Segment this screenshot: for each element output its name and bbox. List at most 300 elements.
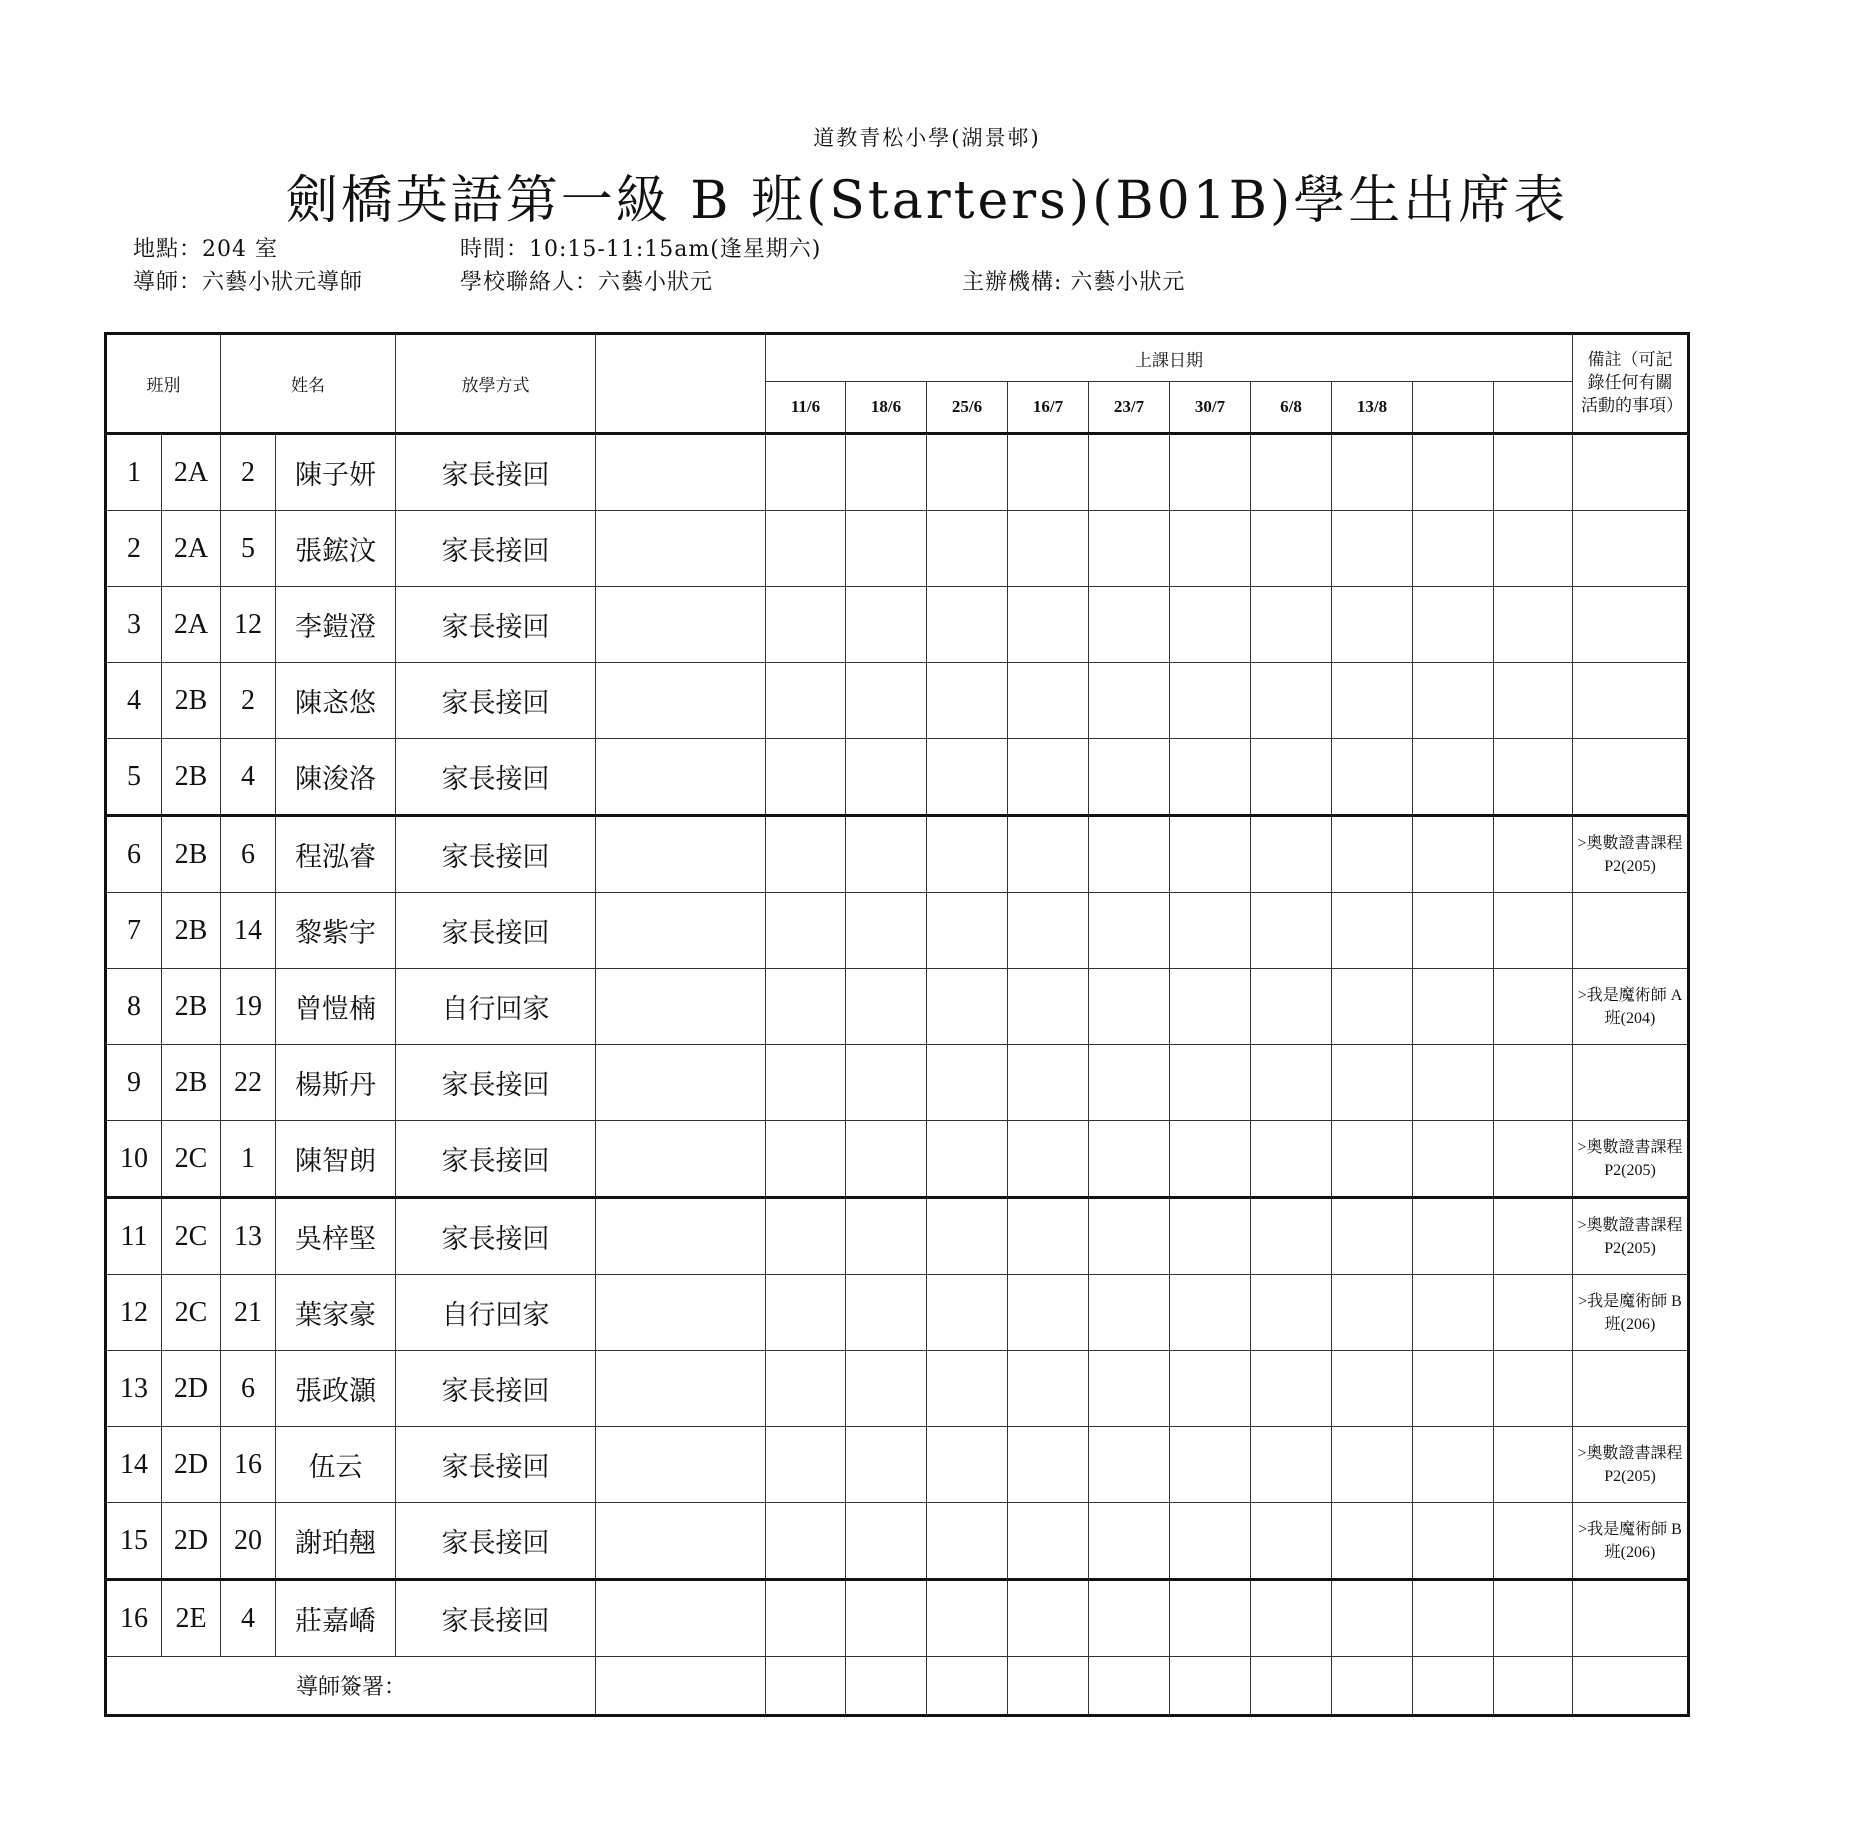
- class-number-cell: 6: [221, 816, 276, 893]
- attendance-cell[interactable]: [846, 1198, 927, 1275]
- attendance-cell[interactable]: [1413, 1580, 1494, 1657]
- attendance-cell[interactable]: [1008, 969, 1089, 1045]
- signature-cell[interactable]: [1494, 1657, 1573, 1716]
- location-text: 地點：204 室: [133, 237, 278, 262]
- school-name: 道教青松小學(湖景邨): [813, 126, 1041, 150]
- attendance-cell[interactable]: [1494, 1580, 1573, 1657]
- attendance-cell[interactable]: [1413, 969, 1494, 1045]
- tutor-text: 導師：六藝小狀元導師: [133, 270, 364, 295]
- class-number-cell: 21: [221, 1275, 276, 1351]
- attendance-cell[interactable]: [1494, 1121, 1573, 1198]
- attendance-cell[interactable]: [1413, 893, 1494, 969]
- class-number-cell: 4: [221, 739, 276, 816]
- attendance-cell[interactable]: [1008, 1580, 1089, 1657]
- attendance-cell[interactable]: [1008, 587, 1089, 663]
- student-name: 張鋐汶: [276, 511, 396, 587]
- attendance-cell[interactable]: [846, 511, 927, 587]
- signature-label: 導師簽署：: [106, 1657, 596, 1716]
- attendance-cell[interactable]: [1251, 969, 1332, 1045]
- attendance-cell[interactable]: [1008, 1503, 1089, 1580]
- student-row: [106, 587, 1689, 663]
- dismissal-method: 自行回家: [396, 1275, 596, 1351]
- student-name: 葉家豪: [276, 1275, 396, 1351]
- date-cell: 23/7: [1089, 382, 1170, 434]
- dismissal-method: 家長接回: [396, 1351, 596, 1427]
- attendance-cell[interactable]: [1413, 587, 1494, 663]
- blank-cell: [596, 816, 766, 893]
- class-cell: 2A: [162, 587, 221, 663]
- attendance-cell[interactable]: [1251, 1427, 1332, 1503]
- student-row: [106, 511, 1689, 587]
- attendance-cell[interactable]: [1008, 1427, 1089, 1503]
- attendance-cell[interactable]: [1089, 511, 1170, 587]
- attendance-cell[interactable]: [927, 434, 1008, 511]
- class-number-cell: 5: [221, 511, 276, 587]
- attendance-cell[interactable]: [766, 1503, 846, 1580]
- attendance-cell[interactable]: [1494, 1351, 1573, 1427]
- signature-cell[interactable]: [1413, 1657, 1494, 1716]
- attendance-cell[interactable]: [846, 1275, 927, 1351]
- attendance-cell[interactable]: [1332, 511, 1413, 587]
- attendance-cell[interactable]: [1494, 587, 1573, 663]
- attendance-cell[interactable]: [846, 1351, 927, 1427]
- attendance-cell[interactable]: [1413, 1198, 1494, 1275]
- date-cell: 30/7: [1170, 382, 1251, 434]
- attendance-cell[interactable]: [1251, 1045, 1332, 1121]
- attendance-cell[interactable]: [1170, 1351, 1251, 1427]
- signature-remark-cell: [1573, 1657, 1689, 1716]
- attendance-cell[interactable]: [1008, 1351, 1089, 1427]
- attendance-cell[interactable]: [1332, 739, 1413, 816]
- attendance-cell[interactable]: [766, 1275, 846, 1351]
- blank-cell: [596, 511, 766, 587]
- attendance-cell[interactable]: [1413, 663, 1494, 739]
- remark-cell: [1573, 434, 1689, 511]
- blank-cell: [596, 1198, 766, 1275]
- attendance-cell[interactable]: [1494, 434, 1573, 511]
- class-cell: 2B: [162, 739, 221, 816]
- attendance-cell[interactable]: [766, 1121, 846, 1198]
- attendance-cell[interactable]: [1332, 1198, 1413, 1275]
- class-cell: 2C: [162, 1121, 221, 1198]
- class-header: 班別: [106, 334, 221, 434]
- class-cell: 2D: [162, 1503, 221, 1580]
- remark-cell: [1573, 1580, 1689, 1657]
- class-cell: 2B: [162, 893, 221, 969]
- attendance-cell[interactable]: [1494, 1427, 1573, 1503]
- attendance-cell[interactable]: [1413, 1503, 1494, 1580]
- attendance-cell[interactable]: [1494, 663, 1573, 739]
- attendance-cell[interactable]: [1089, 1580, 1170, 1657]
- attendance-cell[interactable]: [1332, 1427, 1413, 1503]
- attendance-cell[interactable]: [1494, 739, 1573, 816]
- attendance-cell[interactable]: [1008, 1275, 1089, 1351]
- attendance-cell[interactable]: [846, 893, 927, 969]
- attendance-cell[interactable]: [1170, 1427, 1251, 1503]
- class-cell: 2E: [162, 1580, 221, 1657]
- attendance-cell[interactable]: [1332, 969, 1413, 1045]
- student-name: 伍云: [276, 1427, 396, 1503]
- signature-blank[interactable]: [596, 1657, 766, 1716]
- attendance-cell[interactable]: [1494, 511, 1573, 587]
- attendance-cell[interactable]: [1251, 663, 1332, 739]
- remark-cell: >奧數證書課程P2(205): [1573, 816, 1689, 893]
- student-name: 莊嘉嶠: [276, 1580, 396, 1657]
- attendance-cell[interactable]: [927, 1198, 1008, 1275]
- student-name: 陳忞悠: [276, 663, 396, 739]
- remark-cell: >我是魔術師 B 班(206): [1573, 1503, 1689, 1580]
- attendance-cell[interactable]: [766, 1198, 846, 1275]
- organizer-text: 主辦機構: 六藝小狀元: [962, 270, 1186, 295]
- attendance-cell[interactable]: [927, 1275, 1008, 1351]
- blank-cell: [596, 587, 766, 663]
- attendance-cell[interactable]: [1251, 1580, 1332, 1657]
- attendance-cell[interactable]: [1494, 1503, 1573, 1580]
- attendance-cell[interactable]: [927, 893, 1008, 969]
- attendance-cell[interactable]: [846, 1045, 927, 1121]
- row-number: 2: [106, 511, 162, 587]
- attendance-cell[interactable]: [1008, 663, 1089, 739]
- attendance-cell[interactable]: [1089, 1045, 1170, 1121]
- attendance-cell[interactable]: [766, 1045, 846, 1121]
- date-cell: [1413, 382, 1494, 434]
- class-number-cell: 2: [221, 434, 276, 511]
- attendance-cell[interactable]: [1494, 1045, 1573, 1121]
- attendance-cell[interactable]: [927, 739, 1008, 816]
- attendance-cell[interactable]: [1170, 1580, 1251, 1657]
- row-number: 5: [106, 739, 162, 816]
- student-name: 陳浚洛: [276, 739, 396, 816]
- row-number: 12: [106, 1275, 162, 1351]
- student-row: [106, 1351, 1689, 1427]
- attendance-cell[interactable]: [1251, 434, 1332, 511]
- class-number-cell: 12: [221, 587, 276, 663]
- attendance-cell[interactable]: [1251, 893, 1332, 969]
- class-number-cell: 6: [221, 1351, 276, 1427]
- student-row: [106, 434, 1689, 511]
- student-row: [106, 1121, 1689, 1198]
- attendance-cell[interactable]: [1332, 587, 1413, 663]
- attendance-cell[interactable]: [1089, 1503, 1170, 1580]
- attendance-cell[interactable]: [927, 511, 1008, 587]
- attendance-cell[interactable]: [1170, 893, 1251, 969]
- blank-cell: [596, 1503, 766, 1580]
- dismissal-method: 家長接回: [396, 739, 596, 816]
- attendance-cell[interactable]: [766, 969, 846, 1045]
- blank-cell: [596, 1121, 766, 1198]
- blank-cell: [596, 893, 766, 969]
- student-name: 吳梓堅: [276, 1198, 396, 1275]
- attendance-cell[interactable]: [1332, 816, 1413, 893]
- attendance-cell[interactable]: [1008, 434, 1089, 511]
- class-number-cell: 4: [221, 1580, 276, 1657]
- attendance-cell[interactable]: [927, 663, 1008, 739]
- signature-cell[interactable]: [1170, 1657, 1251, 1716]
- header-row: [106, 334, 1689, 382]
- attendance-cell[interactable]: [1170, 587, 1251, 663]
- dismissal-header: 放學方式: [396, 334, 596, 434]
- attendance-cell[interactable]: [1170, 434, 1251, 511]
- attendance-cell[interactable]: [1008, 893, 1089, 969]
- attendance-cell[interactable]: [1089, 1121, 1170, 1198]
- row-number: 16: [106, 1580, 162, 1657]
- attendance-cell[interactable]: [766, 893, 846, 969]
- attendance-cell[interactable]: [1251, 739, 1332, 816]
- attendance-cell[interactable]: [1494, 816, 1573, 893]
- attendance-cell[interactable]: [1170, 1198, 1251, 1275]
- signature-cell[interactable]: [1008, 1657, 1089, 1716]
- class-cell: 2D: [162, 1351, 221, 1427]
- attendance-cell[interactable]: [1332, 1580, 1413, 1657]
- signature-cell[interactable]: [1251, 1657, 1332, 1716]
- attendance-cell[interactable]: [1332, 1351, 1413, 1427]
- attendance-cell[interactable]: [1413, 1275, 1494, 1351]
- attendance-cell[interactable]: [766, 587, 846, 663]
- attendance-cell[interactable]: [1170, 969, 1251, 1045]
- attendance-cell[interactable]: [1494, 1275, 1573, 1351]
- class-cell: 2B: [162, 1045, 221, 1121]
- student-row: [106, 816, 1689, 893]
- student-name: 李鎧澄: [276, 587, 396, 663]
- attendance-cell[interactable]: [766, 1580, 846, 1657]
- class-number-cell: 13: [221, 1198, 276, 1275]
- student-row: [106, 1198, 1689, 1275]
- remark-cell: >我是魔術師 B 班(206): [1573, 1275, 1689, 1351]
- attendance-cell[interactable]: [1170, 1275, 1251, 1351]
- attendance-cell[interactable]: [846, 1503, 927, 1580]
- attendance-cell[interactable]: [1413, 1045, 1494, 1121]
- blank-cell: [596, 1045, 766, 1121]
- attendance-cell[interactable]: [766, 816, 846, 893]
- blank-cell: [596, 663, 766, 739]
- class-cell: 2B: [162, 663, 221, 739]
- student-name: 黎紫宇: [276, 893, 396, 969]
- attendance-cell[interactable]: [1332, 1503, 1413, 1580]
- attendance-cell[interactable]: [1413, 816, 1494, 893]
- attendance-cell[interactable]: [1008, 816, 1089, 893]
- signature-cell[interactable]: [1332, 1657, 1413, 1716]
- row-number: 11: [106, 1198, 162, 1275]
- attendance-cell[interactable]: [766, 739, 846, 816]
- row-number: 1: [106, 434, 162, 511]
- attendance-cell[interactable]: [1089, 739, 1170, 816]
- attendance-cell[interactable]: [1089, 434, 1170, 511]
- row-number: 8: [106, 969, 162, 1045]
- attendance-cell[interactable]: [1089, 969, 1170, 1045]
- attendance-cell[interactable]: [1251, 816, 1332, 893]
- blank-cell: [596, 969, 766, 1045]
- attendance-cell[interactable]: [846, 969, 927, 1045]
- attendance-cell[interactable]: [1413, 511, 1494, 587]
- student-name: 曾愷楠: [276, 969, 396, 1045]
- signature-cell[interactable]: [846, 1657, 927, 1716]
- attendance-cell[interactable]: [1089, 663, 1170, 739]
- attendance-cell[interactable]: [927, 969, 1008, 1045]
- signature-cell[interactable]: [766, 1657, 846, 1716]
- attendance-cell[interactable]: [766, 434, 846, 511]
- class-cell: 2C: [162, 1275, 221, 1351]
- remark-cell: [1573, 663, 1689, 739]
- blank-cell: [596, 1580, 766, 1657]
- remark-cell: >我是魔術師 A 班(204): [1573, 969, 1689, 1045]
- row-number: 10: [106, 1121, 162, 1198]
- name-header: 姓名: [221, 334, 396, 434]
- attendance-cell[interactable]: [1413, 1427, 1494, 1503]
- blank-cell: [596, 1351, 766, 1427]
- attendance-cell[interactable]: [1251, 1275, 1332, 1351]
- class-number-cell: 16: [221, 1427, 276, 1503]
- dismissal-method: 家長接回: [396, 1503, 596, 1580]
- attendance-cell[interactable]: [846, 1580, 927, 1657]
- attendance-cell[interactable]: [1008, 1121, 1089, 1198]
- attendance-cell[interactable]: [1413, 1351, 1494, 1427]
- dismissal-method: 家長接回: [396, 1121, 596, 1198]
- dismissal-method: 自行回家: [396, 969, 596, 1045]
- dismissal-method: 家長接回: [396, 1045, 596, 1121]
- attendance-cell[interactable]: [1170, 1503, 1251, 1580]
- attendance-cell[interactable]: [1170, 1121, 1251, 1198]
- attendance-cell[interactable]: [766, 663, 846, 739]
- attendance-cell[interactable]: [766, 1351, 846, 1427]
- attendance-cell[interactable]: [1332, 1275, 1413, 1351]
- student-row: [106, 739, 1689, 816]
- date-cell: 6/8: [1251, 382, 1332, 434]
- row-number: 3: [106, 587, 162, 663]
- attendance-cell[interactable]: [1494, 893, 1573, 969]
- attendance-cell[interactable]: [1089, 1351, 1170, 1427]
- class-cell: 2D: [162, 1427, 221, 1503]
- row-number: 13: [106, 1351, 162, 1427]
- class-cell: 2B: [162, 969, 221, 1045]
- row-number: 7: [106, 893, 162, 969]
- attendance-cell[interactable]: [846, 663, 927, 739]
- attendance-cell[interactable]: [1170, 739, 1251, 816]
- dismissal-method: 家長接回: [396, 816, 596, 893]
- attendance-cell[interactable]: [1089, 816, 1170, 893]
- signature-cell[interactable]: [1089, 1657, 1170, 1716]
- class-number-cell: 20: [221, 1503, 276, 1580]
- attendance-table: [104, 332, 1690, 1717]
- remark-cell: >奧數證書課程P2(205): [1573, 1121, 1689, 1198]
- attendance-cell[interactable]: [846, 1427, 927, 1503]
- student-name: 謝珀翹: [276, 1503, 396, 1580]
- class-number-cell: 1: [221, 1121, 276, 1198]
- remark-cell: >奧數證書課程P2(205): [1573, 1198, 1689, 1275]
- student-name: 程泓睿: [276, 816, 396, 893]
- attendance-cell[interactable]: [927, 1351, 1008, 1427]
- attendance-cell[interactable]: [1008, 739, 1089, 816]
- attendance-cell[interactable]: [846, 434, 927, 511]
- attendance-cell[interactable]: [1089, 1198, 1170, 1275]
- student-row: [106, 1580, 1689, 1657]
- dismissal-method: 家長接回: [396, 434, 596, 511]
- attendance-cell[interactable]: [1251, 1351, 1332, 1427]
- contact-text: 學校聯絡人：六藝小狀元: [460, 270, 714, 295]
- blank-cell: [596, 1427, 766, 1503]
- attendance-cell[interactable]: [766, 511, 846, 587]
- date-cell: 13/8: [1332, 382, 1413, 434]
- time-text: 時間：10:15-11:15am(逢星期六): [460, 237, 822, 262]
- student-name: 張政灝: [276, 1351, 396, 1427]
- attendance-cell[interactable]: [927, 1580, 1008, 1657]
- attendance-cell[interactable]: [1332, 1045, 1413, 1121]
- class-cell: 2A: [162, 434, 221, 511]
- student-row: [106, 969, 1689, 1045]
- attendance-cell[interactable]: [1494, 969, 1573, 1045]
- attendance-cell[interactable]: [927, 1427, 1008, 1503]
- date-cell: 16/7: [1008, 382, 1089, 434]
- attendance-cell[interactable]: [1170, 1045, 1251, 1121]
- attendance-cell[interactable]: [927, 1503, 1008, 1580]
- attendance-cell[interactable]: [1413, 434, 1494, 511]
- dismissal-method: 家長接回: [396, 1198, 596, 1275]
- attendance-cell[interactable]: [1251, 1198, 1332, 1275]
- attendance-cell[interactable]: [1089, 587, 1170, 663]
- dismissal-method: 家長接回: [396, 1427, 596, 1503]
- attendance-cell[interactable]: [1170, 816, 1251, 893]
- attendance-cell[interactable]: [927, 816, 1008, 893]
- attendance-cell[interactable]: [846, 739, 927, 816]
- attendance-cell[interactable]: [1089, 1275, 1170, 1351]
- attendance-cell[interactable]: [1332, 663, 1413, 739]
- attendance-cell[interactable]: [1089, 893, 1170, 969]
- class-number-cell: 14: [221, 893, 276, 969]
- remark-cell: >奧數證書課程P2(205): [1573, 1427, 1689, 1503]
- attendance-cell[interactable]: [1494, 1198, 1573, 1275]
- remark-cell: [1573, 893, 1689, 969]
- class-cell: 2C: [162, 1198, 221, 1275]
- student-row: [106, 1503, 1689, 1580]
- attendance-cell[interactable]: [1251, 587, 1332, 663]
- dates-header: 上課日期: [766, 334, 1573, 382]
- attendance-cell[interactable]: [1089, 1427, 1170, 1503]
- student-row: [106, 1045, 1689, 1121]
- class-number-cell: 22: [221, 1045, 276, 1121]
- attendance-cell[interactable]: [927, 1121, 1008, 1198]
- row-number: 9: [106, 1045, 162, 1121]
- attendance-cell[interactable]: [1413, 739, 1494, 816]
- attendance-cell[interactable]: [1251, 1503, 1332, 1580]
- attendance-cell[interactable]: [1008, 1045, 1089, 1121]
- date-cell: 25/6: [927, 382, 1008, 434]
- attendance-cell[interactable]: [1413, 1121, 1494, 1198]
- attendance-cell[interactable]: [1332, 434, 1413, 511]
- attendance-cell[interactable]: [1008, 1198, 1089, 1275]
- student-row: [106, 663, 1689, 739]
- attendance-cell[interactable]: [1251, 511, 1332, 587]
- attendance-cell[interactable]: [1251, 1121, 1332, 1198]
- attendance-cell[interactable]: [846, 816, 927, 893]
- attendance-cell[interactable]: [1170, 511, 1251, 587]
- attendance-cell[interactable]: [766, 1427, 846, 1503]
- attendance-cell[interactable]: [927, 587, 1008, 663]
- attendance-cell[interactable]: [927, 1045, 1008, 1121]
- attendance-cell[interactable]: [1332, 893, 1413, 969]
- attendance-cell[interactable]: [1332, 1121, 1413, 1198]
- remark-cell: [1573, 511, 1689, 587]
- blank-cell: [596, 1275, 766, 1351]
- attendance-cell[interactable]: [1170, 663, 1251, 739]
- class-number-cell: 2: [221, 663, 276, 739]
- row-number: 15: [106, 1503, 162, 1580]
- row-number: 14: [106, 1427, 162, 1503]
- attendance-cell[interactable]: [846, 1121, 927, 1198]
- attendance-cell[interactable]: [846, 587, 927, 663]
- signature-cell[interactable]: [927, 1657, 1008, 1716]
- attendance-cell[interactable]: [1008, 511, 1089, 587]
- date-cell: 11/6: [766, 382, 846, 434]
- remark-cell: [1573, 1045, 1689, 1121]
